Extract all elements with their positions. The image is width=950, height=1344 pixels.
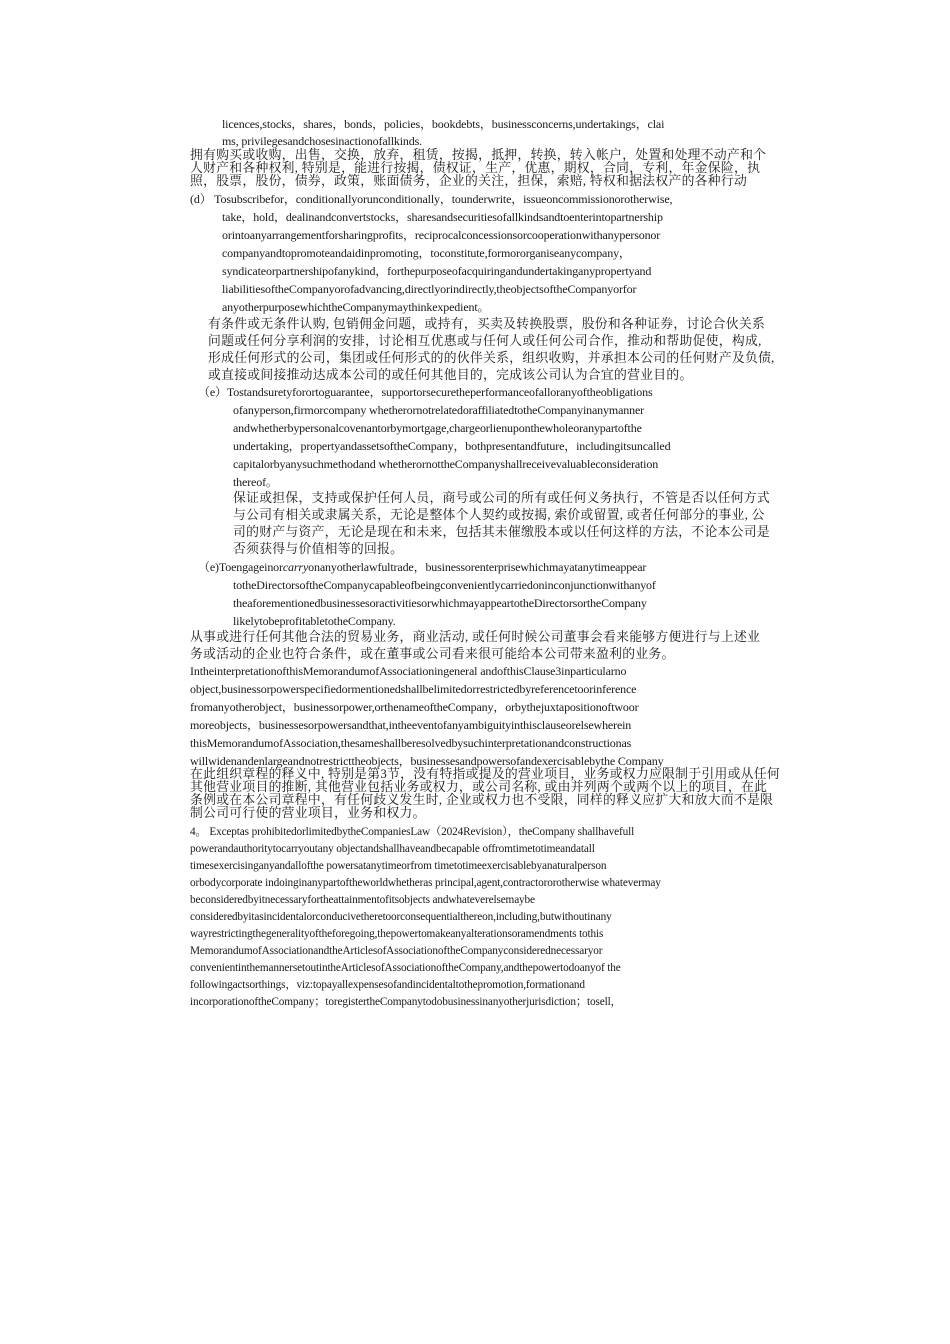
text-line: liabilitiesoftheCompanyorofadvancing,directlyorindirectly,theobjectsoftheCompanyorfor [222,282,637,296]
text-line: wayrestrictingthegeneralityoftheforegoing,thepowertomakeanyalterationsoramendments tothis [190,928,604,940]
text-line: totheDirectorsoftheCompanycapableofbeingconvenientlycarriedoninconjunctionwithanyof [233,578,656,592]
text-line: ofanyperson,firmorcompany whetherornotrelatedoraffiliatedtotheCompanyinanymanner [233,403,644,417]
text-line: powerandauthoritytocarryoutany objectandshallhaveandbecapable offromtimetotimeandatall [190,843,595,855]
text-line: fromanyotherobject，businessorpower,orthenameoftheCompany，orbythejuxtapositionoftwoor [190,700,639,714]
text-line: 4。 Exceptas prohibitedorlimitedbytheCompaniesLaw（2024Revision），theCompany shallhavefull [190,826,635,838]
text-line: 照，股票，股份，债券，政策，账面债务，企业的关注，担保，索赔, 特权和据法权产的各种行动 [190,174,748,188]
text-line: 否须获得与价值相等的回报。 [233,542,404,556]
text-line: 在此组织章程的释义中, 特别是第3节，没有特指或提及的营业项目，业务或权力应限制于引用或从任何 [190,767,780,781]
text-line: thisMemorandumofAssociation,thesameshallberesolvedbysuchinterpretationandconstructionas [190,736,632,750]
text-line: anyotherpurposewhichtheCompanymaythinkexpedient。 [222,300,490,314]
text-line: undertaking，propertyandassetsoftheCompany，bothpresentandfuture，includingitsuncalled [233,439,671,453]
text-line: 其他营业项目的推断, 其他营业包括业务或权力，或公司名称, 或由并列两个或两个以上的项目，在此 [190,780,768,794]
text-line: followingactsorthings，viz:topayallexpensesofandincidentaltothepromotion,formationand [190,979,585,991]
text-line: thereof。 [233,475,278,489]
text-line: 形成任何形式的公司，集团或任何形式的的伙伴关系，组织收购，并承担本公司的任何财产及负债, [208,351,775,365]
text-line: convenientinthemannersetoutintheArticlesofAssociationoftheCompany,andthepowertodoanyof the [190,962,621,974]
text-line: 有条件或无条件认购, 包销佣金问题，或持有，买卖及转换股票，股份和各种证券，讨论合伙关系 [208,317,766,331]
text-line: （e）Tostandsuretyforortoguarantee，supportorsecuretheperformanceofalloranyoftheobligations [198,385,653,399]
text-line: licences,stocks，shares，bonds，policies，bookdebts，businessconcerns,undertakings，clai [222,117,665,131]
text-line: (d） Tosubscribefor，conditionallyorunconditionally，tounderwrite，issueoncommissionorotherwise, [190,192,673,206]
text-line: capitalorbyanysuchmethodand whetherornottheCompanyshallreceivevaluableconsideration [233,457,659,471]
text-line: 与公司有相关或隶属关系，无论是整体个人契约或按揭, 索价或留置, 或者任何部分的事业, 公 [233,508,765,522]
text-line: 问题或任何分享利润的安排，讨论相互优惠或与任何人或任何公司合作，推动和帮助促使，构成, [208,334,762,348]
text-line: 司的财产与资产，无论是现在和未来，包括其未催缴股本或以任何这样的方法，不论本公司是 [233,525,770,539]
text-line: 条例或在本公司章程中，有任何歧义发生时, 企业或权力也不受限，同样的释义应扩大和放大而不是限 [190,793,774,807]
text-line: MemorandumofAssociationandtheArticlesofAssociationoftheCompanyconsiderednecessaryor [190,945,603,957]
text-line: timesexercisinganyandallofthe powersatanytimeorfrom timetotimeexercisablebyanaturalperson [190,860,607,872]
text-line: 从事或进行任何其他合法的贸易业务，商业活动, 或任何时候公司董事会看来能够方便进行与上述业 [190,630,761,644]
text-line: incorporationoftheCompany；toregistertheCompanytodobusinessinanyotherjurisdiction；tosell， [190,996,622,1008]
text-line: willwidenandenlargeandnotrestricttheobjects，businessesandpowersofandexercisablebythe Company [190,754,664,768]
text-line: andwhetherbypersonalcovenantorbymortgage,chargeorlienuponthewholeoranypartofthe [233,421,642,435]
text-line: consideredbyitasincidentalorconducivetheretoorconsequentialthereon,including,butwithoutinany [190,911,612,923]
text-line: 或直接或间接推动达成本公司的或任何其他目的，完成该公司认为合宜的营业目的。 [208,368,693,382]
text-line: 拥有购买或收购，出售，交换，放弃，租赁，按揭，抵押，转换，转入帐户，处置和处理不动产和个 [190,148,767,162]
text-line: 人财产和各种权利, 特别是，能进行按揭，债权证，生产，优惠，期权，合同，专利，年金保险，执 [190,161,761,175]
text-line: companyandtopromoteandaidinpromoting，toconstitute,formororganiseanycompany， [222,246,631,260]
text-line: （e)Toengageinorcarryonanyotherlawfultrade，businessorenterprisewhichmayatanytimeappear [198,560,647,574]
text-line: likelytobeprofitabletotheCompany. [233,614,396,628]
text-line: take，hold，dealinandconvertstocks，sharesandsecuritiesofallkindsandtoenterintopartnership [222,210,663,224]
text-line: orbodycorporate indoinginanypartoftheworldwhetheras principal,agent,contractororotherwise whatevermay [190,877,661,889]
text-line: ms, privilegesandchosesinactionofallkinds. [222,134,422,148]
text-line: object,businessorpowerspecifiedormentionedshallbelimitedorrestrictedbyreferencetoorinference [190,682,637,696]
text-line: moreobjects，businessesorpowersandthat,intheeventofanyambiguityinthisclauseorelsewherein [190,718,632,732]
text-line: 务或活动的企业也符合条件，或在董事或公司看来很可能给本公司带来盈利的业务。 [190,647,675,661]
text-line: syndicateorpartnershipofanykind，forthepurposeofacquiringandundertakinganypropertyand [222,264,652,278]
text-line: 制公司可行使的营业项目，业务和权力。 [190,806,426,820]
text-line: 保证或担保，支持或保护任何人员，商号或公司的所有或任何义务执行，不管是否以任何方式 [233,491,770,505]
text-line: IntheinterpretationofthisMemorandumofAssociationingeneral andofthisClause3inparticularno [190,664,627,678]
text-line: orintoanyarrangementforsharingprofits，reciprocalconcessionsorcooperationwithanypersonor [222,228,661,242]
text-line: theaforementionedbusinessesoractivitiesorwhichmayappeartotheDirectorsortheCompany [233,596,647,610]
text-line: beconsideredbyitnecessaryfortheattainmentofitsobjects andwhateverelsemaybe [190,894,535,906]
